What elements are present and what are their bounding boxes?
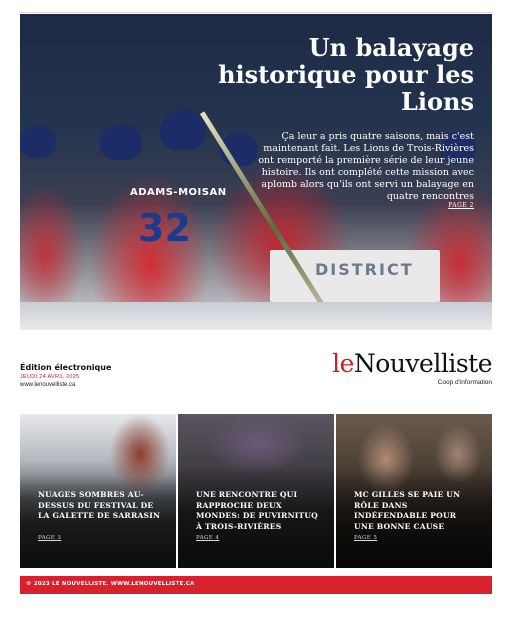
logo-tagline: Coop d'information (437, 379, 492, 386)
player-helmet (160, 110, 206, 150)
jersey-name: ADAMS-MOISAN (130, 187, 227, 198)
hero-page-link[interactable]: PAGE 2 (448, 202, 474, 209)
logo-le: le (332, 349, 354, 378)
story-page-link[interactable]: PAGE 5 (354, 535, 378, 541)
edition-date: JEUDI 24 AVRIL 2025 (20, 374, 80, 380)
player-helmet (20, 126, 56, 158)
jersey-number: 32 (138, 206, 191, 250)
story-page-link[interactable]: PAGE 4 (196, 535, 220, 541)
hero-dek: Ça leur a pris quatre saisons, mais c'est maintenant fait. Les Lions de Trois-Rivières ont remporté la première série de leur jeune histoire. Ils ont complété cette mission avec aplomb alors qu'ils ont servi un balayage en quatre rencontres (258, 131, 474, 202)
edition-info (20, 363, 111, 388)
hero-headline[interactable]: Un balayage historique pour les Lions (218, 33, 474, 116)
story-title[interactable]: MC GILLES SE PAIE UN RÔLE DANS INDÉFENDABLE POUR UNE BONNE CAUSE (354, 490, 461, 531)
footer-copyright: © 2023 LE NOUVELLISTE. WWW.LENOUVELLISTE.CA (26, 581, 195, 587)
story-panel[interactable] (20, 414, 176, 568)
logo-name: Nouvelliste (353, 349, 492, 378)
edition-url[interactable]: www.lenouvelliste.ca (20, 382, 76, 388)
boards-ad-text: DISTRICT (315, 260, 414, 279)
logo-wordmark (332, 350, 492, 378)
hero-story[interactable] (20, 14, 492, 330)
story-panels (20, 414, 492, 568)
story-title[interactable]: UNE RENCONTRE QUI RAPPROCHE DEUX MONDES: DE PUVIRNITUQ À TROIS-RIVIÈRES (196, 490, 318, 531)
top-divider (20, 12, 492, 13)
edition-label: Édition électronique (20, 363, 112, 372)
story-page-link[interactable]: PAGE 3 (38, 535, 62, 541)
publication-logo[interactable] (332, 350, 492, 386)
footer-bar (20, 576, 492, 594)
story-panel[interactable] (178, 414, 334, 568)
player-helmet (100, 124, 142, 160)
ice-surface (20, 302, 492, 330)
story-panel[interactable] (336, 414, 492, 568)
story-title[interactable]: NUAGES SOMBRES AU-DESSUS DU FESTIVAL DE LA GALETTE DE SARRASIN (38, 490, 161, 520)
